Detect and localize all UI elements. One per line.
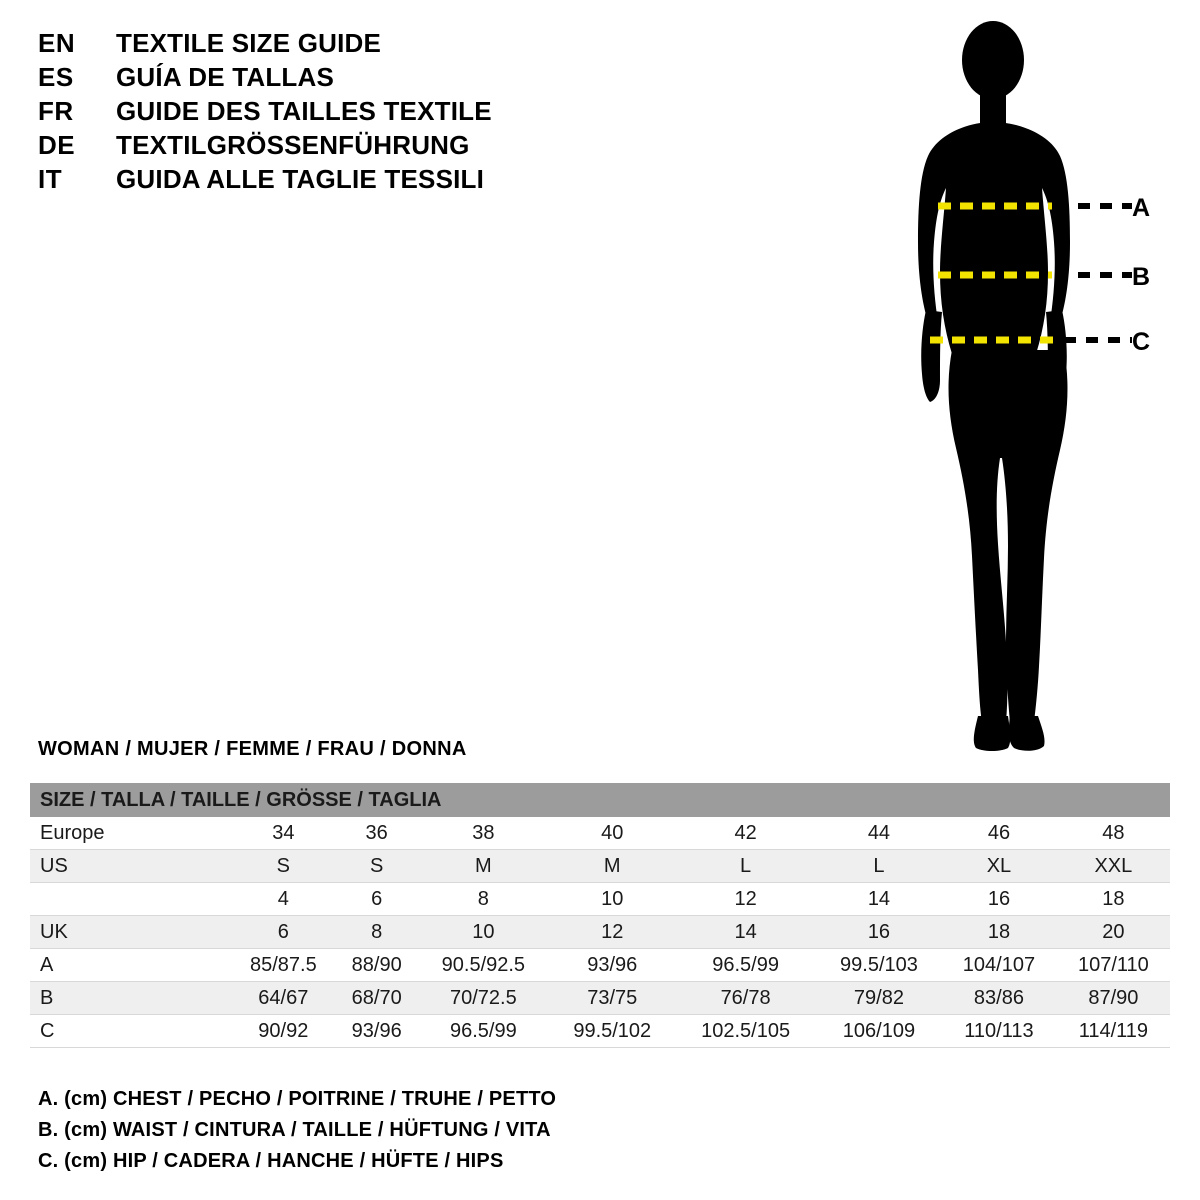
table-cell: 83/86	[941, 982, 1057, 1015]
footnote-a: A. (cm) CHEST / PECHO / POITRINE / TRUHE / PETTO	[38, 1088, 557, 1110]
table-header-row	[30, 783, 1170, 817]
language-title: TEXTILE SIZE GUIDE	[116, 28, 382, 58]
section-heading: WOMAN / MUJER / FEMME / FRAU / DONNA	[38, 738, 467, 760]
table-row	[30, 949, 1170, 982]
table-cell: 14	[674, 916, 816, 949]
silhouette-figure	[860, 10, 1190, 770]
language-code: EN	[38, 28, 76, 58]
table-cell: 40	[550, 817, 674, 850]
table-cell: 18	[941, 916, 1057, 949]
size-table	[30, 783, 1170, 1048]
table-cell: 90/92	[230, 1015, 337, 1048]
table-row	[30, 850, 1170, 883]
table-cell: 110/113	[941, 1015, 1057, 1048]
table-cell: 85/87.5	[230, 949, 337, 982]
table-cell: 12	[550, 916, 674, 949]
table-cell: 4	[230, 883, 337, 916]
table-cell: S	[230, 850, 337, 883]
table-cell: 107/110	[1057, 949, 1170, 982]
table-cell: 88/90	[337, 949, 417, 982]
table-cell: 6	[337, 883, 417, 916]
table-cell: 102.5/105	[674, 1015, 816, 1048]
table-cell: 90.5/92.5	[417, 949, 550, 982]
row-label: C	[30, 1015, 230, 1048]
table-row	[30, 982, 1170, 1015]
table-cell: 104/107	[941, 949, 1057, 982]
table-cell: M	[417, 850, 550, 883]
footnotes	[38, 1088, 738, 1181]
table-cell: 114/119	[1057, 1015, 1170, 1048]
row-label: Europe	[30, 817, 230, 850]
table-cell: 68/70	[337, 982, 417, 1015]
table-cell: 96.5/99	[674, 949, 816, 982]
row-label: US	[30, 850, 230, 883]
table-cell: 44	[817, 817, 941, 850]
table-cell: 34	[230, 817, 337, 850]
title-row	[38, 130, 638, 164]
table-cell: 8	[337, 916, 417, 949]
table-cell: 20	[1057, 916, 1170, 949]
table-cell: 10	[417, 916, 550, 949]
table-cell: 12	[674, 883, 816, 916]
table-cell: 93/96	[337, 1015, 417, 1048]
marker-label-c: C	[1132, 328, 1151, 356]
row-label: B	[30, 982, 230, 1015]
table-cell: 18	[1057, 883, 1170, 916]
table-cell: XL	[941, 850, 1057, 883]
table-cell: 106/109	[817, 1015, 941, 1048]
language-title: GUIDE DES TAILLES TEXTILE	[116, 96, 492, 126]
title-row	[38, 62, 638, 96]
table-cell: S	[337, 850, 417, 883]
table-header-label: SIZE / TALLA / TAILLE / GRÖSSE / TAGLIA	[30, 783, 1170, 817]
title-row	[38, 28, 638, 62]
row-label	[30, 883, 230, 916]
table-cell: 70/72.5	[417, 982, 550, 1015]
table-cell: 16	[941, 883, 1057, 916]
table-cell: 8	[417, 883, 550, 916]
language-code: IT	[38, 164, 63, 194]
marker-label-b: B	[1132, 263, 1151, 291]
language-code: FR	[38, 96, 74, 126]
table-cell: 38	[417, 817, 550, 850]
table-cell: 16	[817, 916, 941, 949]
language-code: ES	[38, 62, 74, 92]
table-cell: 76/78	[674, 982, 816, 1015]
language-title: GUÍA DE TALLAS	[116, 62, 335, 92]
language-title: TEXTILGRÖSSENFÜHRUNG	[116, 130, 470, 160]
table-cell: 99.5/103	[817, 949, 941, 982]
title-row	[38, 96, 638, 130]
table-cell: 36	[337, 817, 417, 850]
table-cell: 42	[674, 817, 816, 850]
table-cell: M	[550, 850, 674, 883]
table-cell: 46	[941, 817, 1057, 850]
table-row	[30, 916, 1170, 949]
title-row	[38, 164, 638, 198]
table-cell: 64/67	[230, 982, 337, 1015]
table-cell: L	[817, 850, 941, 883]
row-label: A	[30, 949, 230, 982]
table-cell: 73/75	[550, 982, 674, 1015]
table-row	[30, 883, 1170, 916]
table-cell: 99.5/102	[550, 1015, 674, 1048]
table-cell: 6	[230, 916, 337, 949]
table-cell: 10	[550, 883, 674, 916]
table-cell: 96.5/99	[417, 1015, 550, 1048]
row-label: UK	[30, 916, 230, 949]
footnote-c: C. (cm) HIP / CADERA / HANCHE / HÜFTE / HIPS	[38, 1150, 504, 1172]
table-cell: 14	[817, 883, 941, 916]
language-title: GUIDA ALLE TAGLIE TESSILI	[116, 164, 485, 194]
table-cell: XXL	[1057, 850, 1170, 883]
table-cell: 93/96	[550, 949, 674, 982]
table-cell: 48	[1057, 817, 1170, 850]
footnote-b: B. (cm) WAIST / CINTURA / TAILLE / HÜFTUNG / VITA	[38, 1119, 551, 1141]
language-code: DE	[38, 130, 76, 160]
table-cell: 87/90	[1057, 982, 1170, 1015]
female-silhouette-icon	[860, 10, 1190, 770]
table-cell: 79/82	[817, 982, 941, 1015]
marker-label-a: A	[1132, 194, 1151, 222]
table-row	[30, 817, 1170, 850]
table-cell: L	[674, 850, 816, 883]
language-title-block	[38, 28, 638, 198]
table-row	[30, 1015, 1170, 1048]
